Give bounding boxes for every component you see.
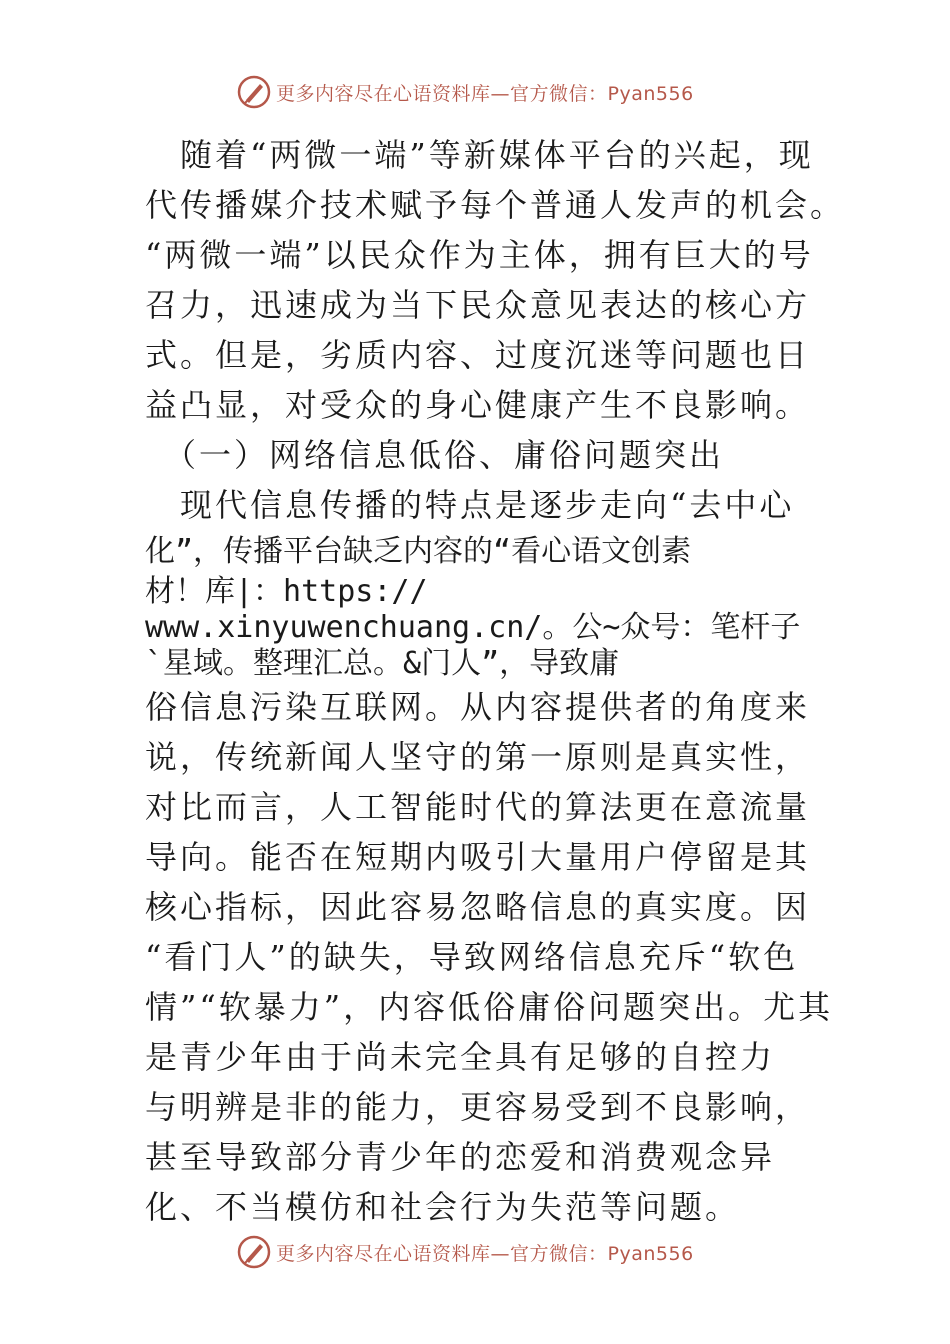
paragraph-1 [145, 130, 845, 430]
text-line: 情”“软暴力”，内容低俗庸俗问题突出。尤其 [145, 988, 834, 1026]
banner-text: 更多内容尽在心语资料库—官方微信：Pyan556 [276, 1242, 694, 1265]
section-heading: （一）网络信息低俗、庸俗问题突出 [145, 436, 725, 474]
text-line: 现代信息传播的特点是逐步走向“去中心 [145, 486, 795, 524]
text-line: 核心指标，因此容易忽略信息的真实度。因 [145, 888, 811, 926]
header-banner [236, 72, 694, 112]
text-line: 代传播媒介技术赋予每个普通人发声的机会。 [145, 186, 846, 224]
watermark-line: 化”，传播平台缺乏内容的“看心语文创素 [145, 534, 692, 569]
text-line: 召力，迅速成为当下民众意见表达的核心方 [145, 286, 811, 324]
text-line: “两微一端”以民众作为主体，拥有巨大的号 [145, 236, 814, 274]
footer-banner [236, 1232, 694, 1272]
paragraph-2 [145, 480, 845, 1232]
text-line: 甚至导致部分青少年的恋爱和消费观念异 [145, 1138, 776, 1176]
text-line: 对比而言，人工智能时代的算法更在意流量 [145, 788, 811, 826]
watermark-line: 材！库|：https:// [145, 574, 428, 609]
text-line: 说，传统新闻人坚守的第一原则是真实性， [145, 738, 811, 776]
text-line: 与明辨是非的能力，更容易受到不良影响， [145, 1088, 811, 1126]
text-line: “看门人”的缺失，导致网络信息充斥“软色 [145, 938, 799, 976]
text-line: 随着“两微一端”等新媒体平台的兴起，现 [145, 136, 814, 174]
pen-logo-icon [236, 74, 272, 110]
watermark-line: www.xinyuwenchuang.cn/。公~众号：笔杆子 [145, 610, 801, 645]
document-body [145, 130, 845, 1232]
banner-text: 更多内容尽在心语资料库—官方微信：Pyan556 [276, 82, 694, 105]
text-line: 导向。能否在短期内吸引大量用户停留是其 [145, 838, 811, 876]
text-line: 俗信息污染互联网。从内容提供者的角度来 [145, 688, 811, 726]
watermark-line: `星域。整理汇总。&门人”，导致庸 [145, 646, 620, 681]
text-line: 式。但是，劣质内容、过度沉迷等问题也日 [145, 336, 811, 374]
pen-logo-icon [236, 1234, 272, 1270]
text-line: 是青少年由于尚未完全具有足够的自控力 [145, 1038, 776, 1076]
text-line: 益凸显，对受众的身心健康产生不良影响。 [145, 386, 811, 424]
text-line: 化、不当模仿和社会行为失范等问题。 [145, 1188, 741, 1226]
